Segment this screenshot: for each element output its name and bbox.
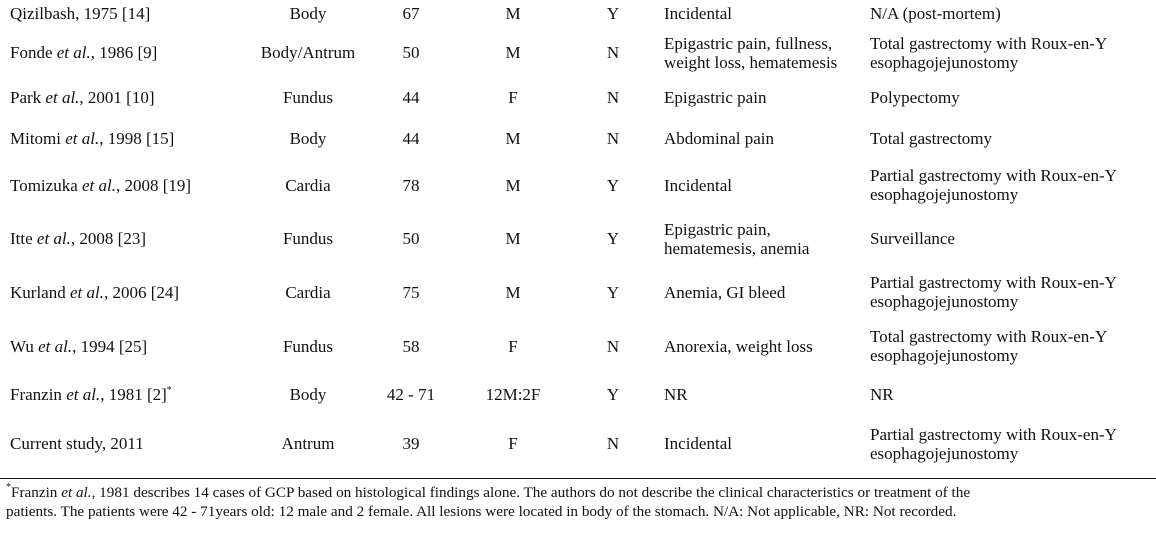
presentation-cell [654,414,866,473]
treatment-cell [866,78,1156,117]
hp-cell: N [606,128,620,148]
reference-etal: et al. [65,128,100,148]
hp-cell: N [606,88,620,107]
table-row [0,374,1156,414]
treatment-line: Partial gastrectomy with Roux-en-Y [870,166,1117,185]
location-cell: Body/Antrum [260,43,356,62]
hp-cell: Y [606,229,620,248]
age-cell: 67 [402,4,420,23]
hp-cell: N [606,434,620,453]
sex-cell: M [505,282,521,302]
reference-year: , 1986 [9] [90,43,158,62]
presentation-cell [654,374,866,414]
age-cell: 50 [402,43,420,62]
table-row [0,27,1156,78]
age-cell: 75 [402,282,420,302]
table-row [0,266,1156,318]
reference-year: , 2006 [24] [103,282,180,302]
presentation-line: Epigastric pain [664,88,767,107]
age-cell: 50 [402,229,420,248]
reference-etal: et al. [69,282,104,302]
reference-etal: et al. [56,43,91,62]
reference-author: Park [10,88,46,107]
reference-cell [0,159,248,211]
age-cell: 58 [402,336,420,356]
reference-year: , 2001 [10] [79,88,155,107]
reference-cell [0,0,248,27]
reference-author: Franzin [10,384,67,404]
presentation-cell [654,117,866,159]
treatment-line: Total gastrectomy with Roux-en-Y [870,33,1108,53]
location-cell: Body [289,128,327,148]
hp-cell: Y [606,4,620,23]
sex-cell: M [505,4,521,23]
sex-cell: F [508,336,518,356]
treatment-line: esophagojejunostomy [870,292,1019,311]
age-cell: 44 [402,128,420,148]
location-cell: Cardia [285,175,331,195]
presentation-line: Incidental [664,175,732,195]
treatment-line: N/A (post-mortem) [870,4,1001,23]
sex-cell: F [508,88,518,107]
treatment-line: esophagojejunostomy [870,346,1019,365]
location-cell: Body [289,384,327,404]
presentation-line: Anemia, GI bleed [664,282,786,302]
reference-etal: et al. [81,175,116,195]
footnote-mark: * [6,482,11,493]
treatment-line: Polypectomy [870,88,960,107]
reference-year: , 1975 [14] [75,4,151,23]
reference-mark: * [166,384,172,396]
table-row [0,159,1156,211]
table-row [0,211,1156,266]
sex-cell: 12M:2F [485,384,541,404]
treatment-cell [866,117,1156,159]
age-cell: 78 [402,175,420,195]
treatment-line: Total gastrectomy [870,128,993,148]
reference-year: , 2008 [19] [115,175,192,195]
presentation-line: Anorexia, weight loss [664,336,813,356]
table-row [0,414,1156,473]
presentation-line: Epigastric pain, fullness, [664,33,833,53]
reference-cell [0,414,248,473]
reference-author: Tomizuka [10,175,82,195]
sex-cell: F [508,434,518,453]
reference-cell [0,117,248,159]
treatment-cell [866,266,1156,318]
reference-author: Wu [10,336,39,356]
treatment-line: NR [870,384,894,404]
location-cell: Fundus [282,88,334,107]
presentation-line: Epigastric pain, [664,219,771,239]
reference-cell [0,78,248,117]
table-row [0,0,1156,27]
hp-cell: Y [606,175,620,195]
treatment-cell [866,211,1156,266]
hp-cell: Y [606,282,620,302]
table-footnote [6,483,1152,521]
reference-cell [0,374,248,414]
hp-cell: N [606,43,620,62]
treatment-cell [866,414,1156,473]
reference-cell [0,211,248,266]
location-cell: Cardia [285,282,331,302]
presentation-line: hematemesis, anemia [664,238,810,258]
treatment-cell [866,27,1156,78]
hp-cell: N [606,336,620,356]
reference-etal: et al. [66,384,101,404]
treatment-line: Total gastrectomy with Roux-en-Y [870,327,1108,346]
sex-cell: M [505,43,521,62]
reference-year: , 2008 [23] [70,229,146,248]
treatment-line: Partial gastrectomy with Roux-en-Y [870,273,1117,292]
reference-etal: et al. [36,229,71,248]
sex-cell: M [505,229,521,248]
table-row [0,117,1156,159]
presentation-line: Incidental [664,434,732,453]
table-row [0,318,1156,374]
reference-cell [0,266,248,318]
presentation-cell [654,318,866,374]
table-bottom-rule [0,478,1156,479]
treatment-cell [866,374,1156,414]
sex-cell: M [505,175,521,195]
age-cell: 44 [402,88,420,107]
footnote-author: Franzin [11,484,62,501]
reference-year: , 1994 [25] [72,336,148,356]
presentation-cell [654,211,866,266]
location-cell: Antrum [281,434,335,453]
presentation-cell [654,0,866,27]
treatment-line: Surveillance [870,229,955,248]
reference-etal: et al. [45,88,80,107]
presentation-line: NR [664,384,688,404]
footnote-text-1: , 1981 describes 14 cases of GCP based on histological findings alone. The authors do not describe the clinical characteristics or treatment of the [91,484,971,501]
reference-cell [0,318,248,374]
treatment-line: Partial gastrectomy with Roux-en-Y [870,424,1117,444]
treatment-cell [866,0,1156,27]
sex-cell: M [505,128,521,148]
treatment-line: esophagojejunostomy [870,52,1019,72]
presentation-line: Abdominal pain [664,128,775,148]
reference-author: Qizilbash [10,4,76,23]
presentation-cell [654,159,866,211]
footnote-etal: et al. [61,484,92,501]
reference-author: Itte [10,229,37,248]
presentation-cell [654,266,866,318]
reference-author: Kurland [10,282,70,302]
reference-year: , 1998 [15] [99,128,175,148]
footnote-line-1 [6,483,1152,502]
treatment-line: esophagojejunostomy [870,443,1019,463]
presentation-line: Incidental [664,4,732,23]
treatment-cell [866,318,1156,374]
age-cell: 42 - 71 [386,384,436,404]
presentation-line: weight loss, hematemesis [664,52,838,72]
location-cell: Body [289,4,327,23]
treatment-line: esophagojejunostomy [870,185,1019,204]
table-row [0,78,1156,117]
reference-author: Mitomi [10,128,66,148]
age-cell: 39 [402,434,420,453]
treatment-cell [866,159,1156,211]
reference-etal: et al. [38,336,73,356]
reference-author: Current study, 2011 [10,434,144,453]
reference-author: Fonde [10,43,57,62]
reference-year: , 1981 [2] [100,384,167,404]
presentation-cell [654,78,866,117]
location-cell: Fundus [282,229,334,248]
location-cell: Fundus [282,336,334,356]
reference-cell [0,27,248,78]
footnote-line-2: patients. The patients were 42 - 71years old: 12 male and 2 female. All lesions were located in body of the stomach. N/A: Not applicable, NR: Not recorded. [6,503,957,520]
hp-cell: Y [606,384,620,404]
presentation-cell [654,27,866,78]
